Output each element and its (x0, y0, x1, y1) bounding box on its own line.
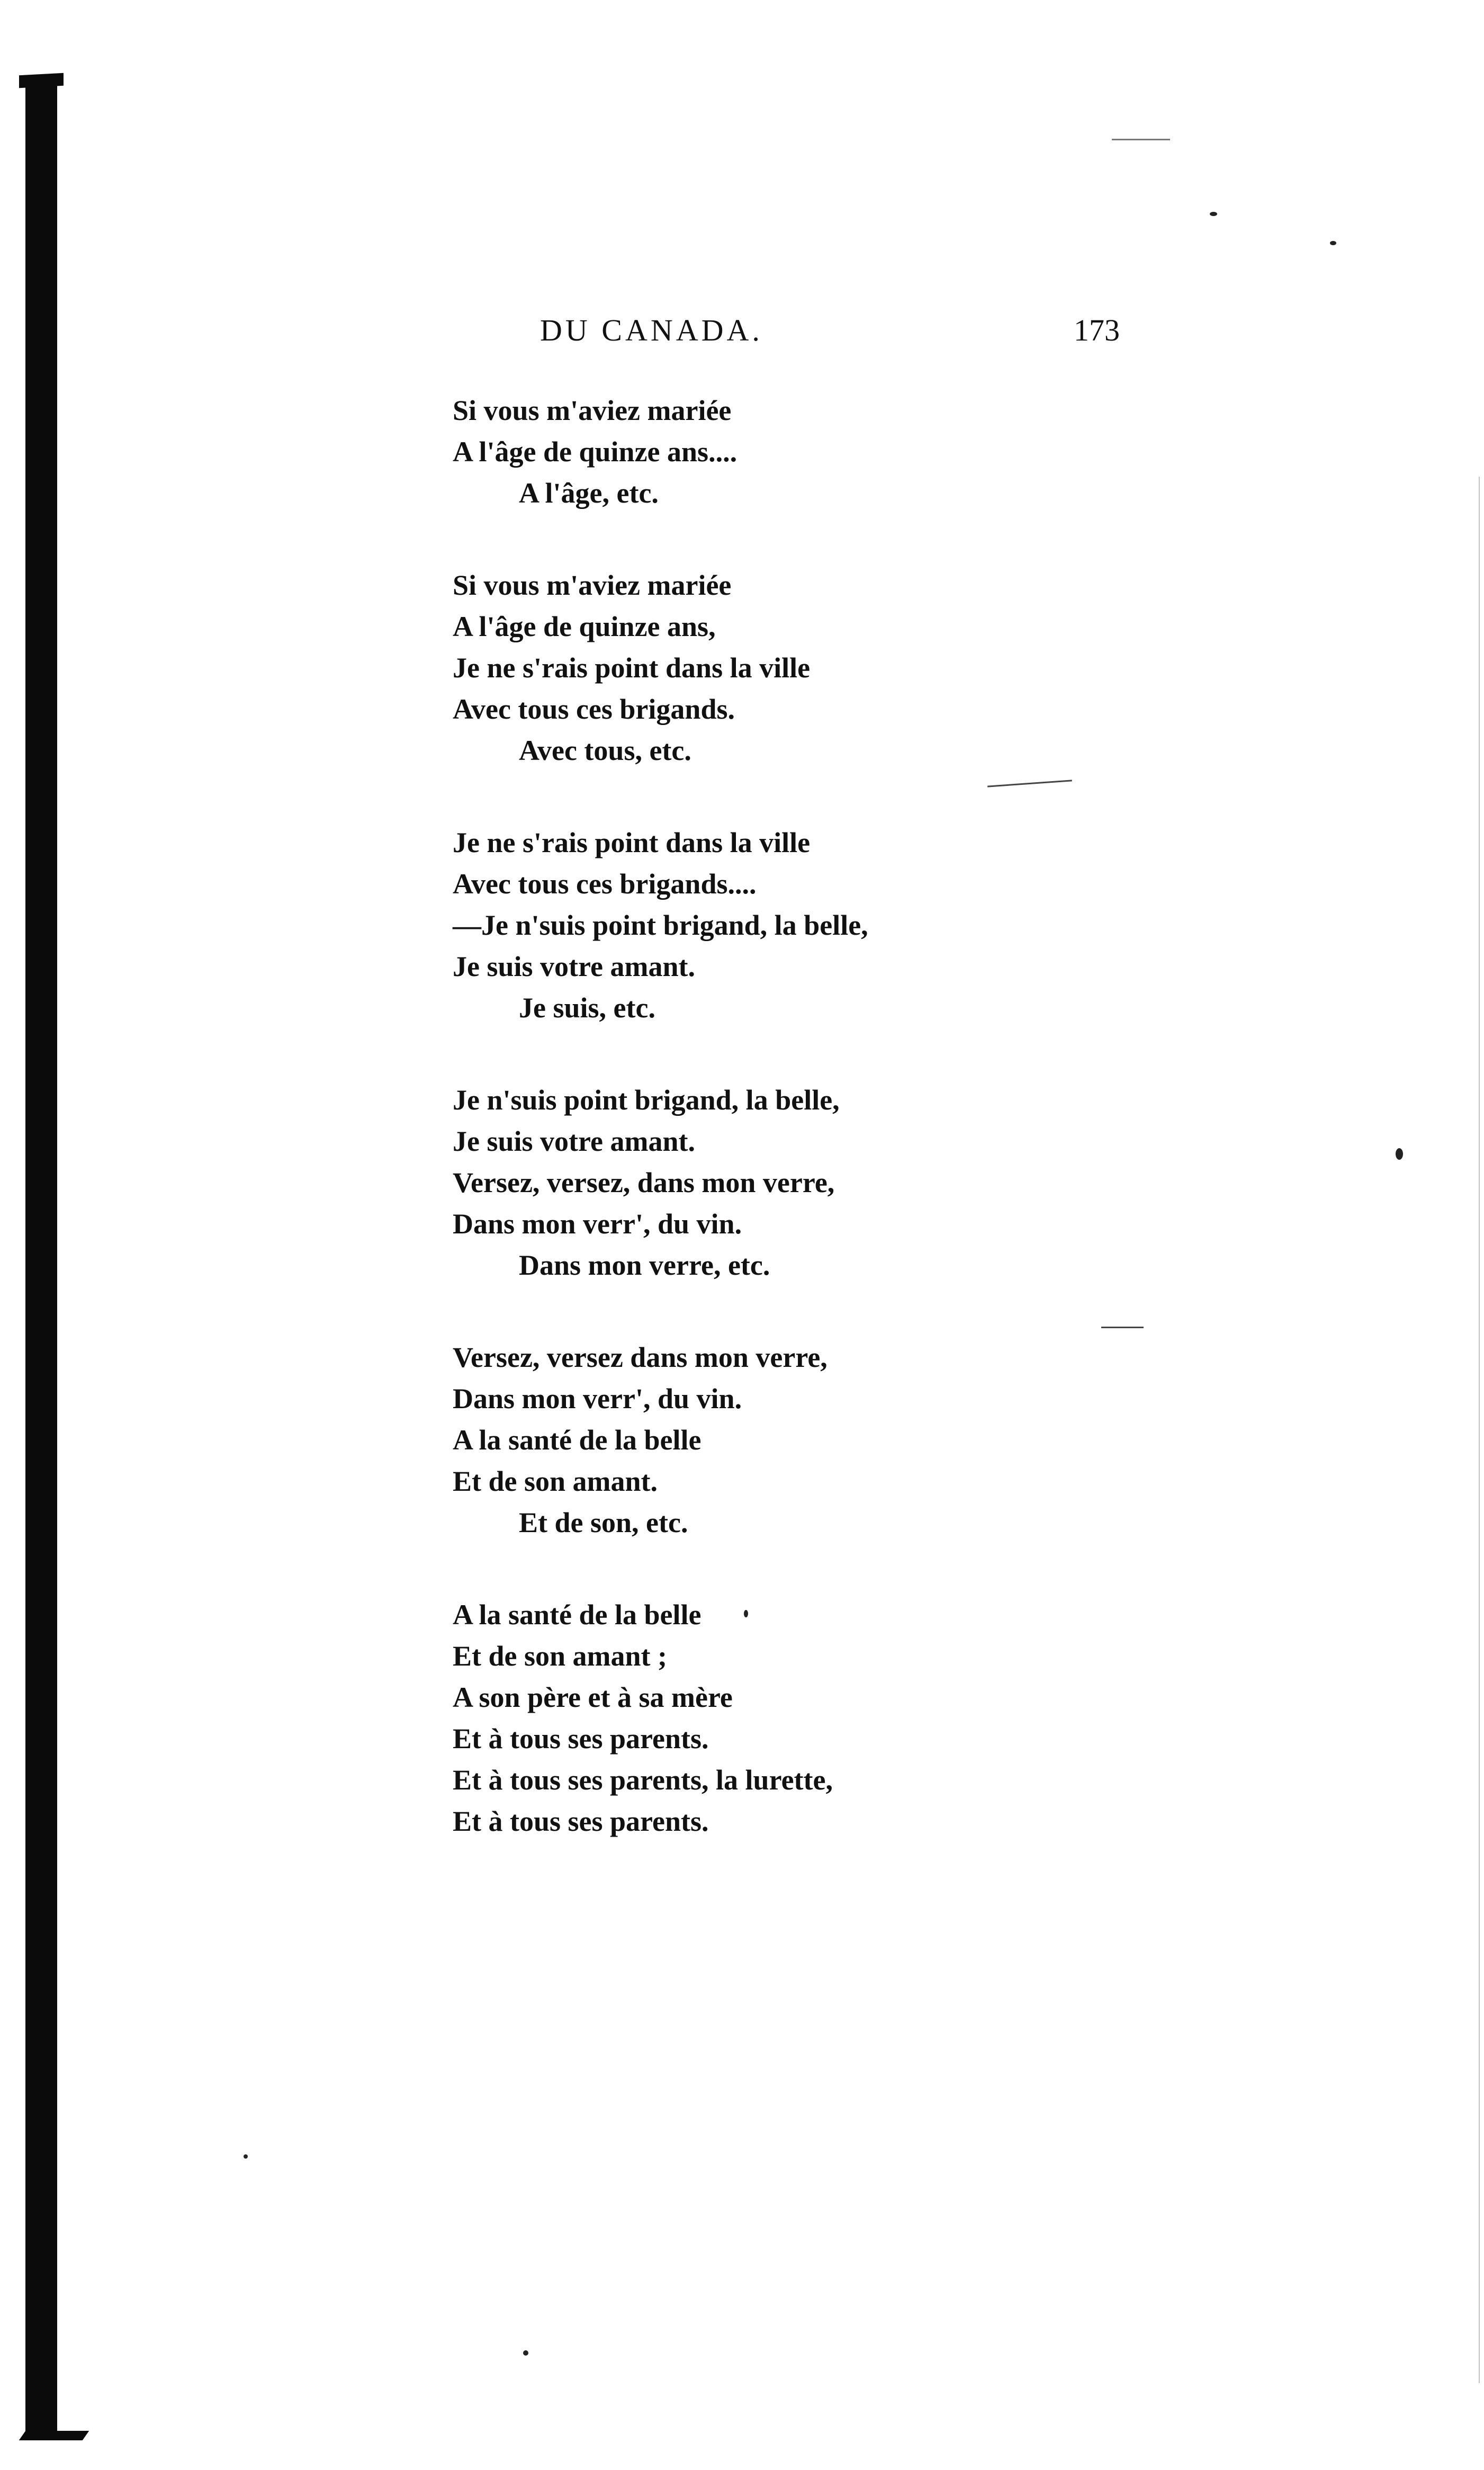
verse-line: Et à tous ses parents, la lurette, (453, 1764, 833, 1796)
scan-mark (1112, 139, 1170, 140)
verse-line: Je suis votre amant. (453, 951, 695, 982)
verse-line: Et de son amant ; (453, 1640, 668, 1672)
page-number: 173 (1074, 313, 1120, 347)
stanza (453, 1079, 1141, 1286)
verse-line: A son père et à sa mère (453, 1681, 733, 1713)
verse-line: Dans mon verr', du vin. (453, 1208, 742, 1240)
verse-line: Versez, versez, dans mon verre, (453, 1167, 835, 1198)
scan-speck (1330, 241, 1336, 245)
verse-line: Et à tous ses parents. (453, 1723, 709, 1755)
refrain-line: Et de son, etc. (519, 1507, 688, 1538)
verse-line: —Je n'suis point brigand, la belle, (453, 909, 868, 941)
stanza (453, 1337, 1141, 1543)
verse-line: Et de son amant. (453, 1465, 658, 1497)
scan-speck (523, 2350, 528, 2356)
refrain-line: A l'âge, etc. (519, 477, 659, 509)
verse-line: Je n'suis point brigand, la belle, (453, 1084, 840, 1116)
verse-line: Je ne s'rais point dans la ville (453, 652, 811, 684)
running-head: DU CANADA. (540, 313, 763, 347)
stanza (453, 1594, 1141, 1842)
scan-mark (1101, 1327, 1144, 1328)
scan-speck (1210, 212, 1217, 216)
stanza (453, 565, 1141, 771)
scan-speck (744, 1610, 748, 1617)
stanza (453, 822, 1141, 1028)
verse-line: Avec tous ces brigands. (453, 693, 735, 725)
refrain-line: Dans mon verre, etc. (519, 1249, 770, 1281)
verse-line: A la santé de la belle (453, 1599, 701, 1631)
verse-line: Dans mon verr', du vin. (453, 1383, 742, 1415)
verse-line: Avec tous ces brigands.... (453, 868, 757, 900)
verse-line: Si vous m'aviez mariée (453, 395, 732, 426)
scan-speck (1396, 1148, 1403, 1160)
verse-line: A l'âge de quinze ans.... (453, 436, 737, 468)
book-binding-edge (25, 79, 57, 2431)
page-edge-line (1479, 477, 1480, 2383)
scan-speck (244, 2154, 248, 2159)
verse-line: Je ne s'rais point dans la ville (453, 827, 811, 858)
refrain-line: Avec tous, etc. (519, 735, 691, 766)
refrain-line: Je suis, etc. (519, 992, 655, 1024)
verse-line: A l'âge de quinze ans, (453, 611, 716, 642)
verse-line: Si vous m'aviez mariée (453, 569, 732, 601)
verse-line: Je suis votre amant. (453, 1125, 695, 1157)
stanza (453, 390, 1141, 514)
verse-line: A la santé de la belle (453, 1424, 701, 1456)
verse-line: Et à tous ses parents. (453, 1805, 709, 1837)
verse-line: Versez, versez dans mon verre, (453, 1341, 828, 1373)
song-text (453, 390, 1141, 1893)
